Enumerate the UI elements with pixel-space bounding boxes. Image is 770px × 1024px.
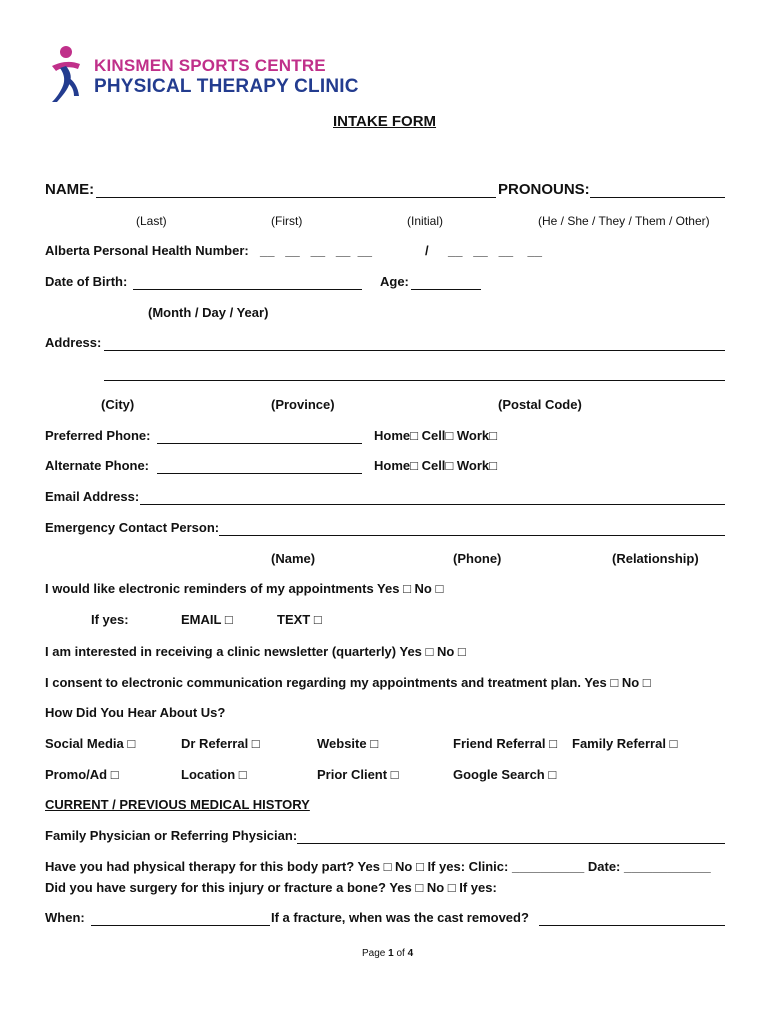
ec-phone-hint: (Phone) — [453, 551, 502, 566]
clinic-logo — [44, 44, 359, 106]
hear-option-friend-referral[interactable]: Friend Referral □ — [453, 736, 557, 751]
alternate-phone-field[interactable] — [157, 473, 362, 474]
health-number-blanks-right[interactable]: __ __ __ __ — [448, 243, 542, 258]
medical-history-heading: CURRENT / PREVIOUS MEDICAL HISTORY — [45, 797, 310, 812]
pronouns-field[interactable] — [590, 197, 725, 198]
hear-option-social-media[interactable]: Social Media □ — [45, 736, 136, 751]
text-option-checkbox[interactable]: TEXT □ — [277, 612, 322, 627]
alternate-phone-label: Alternate Phone: — [45, 458, 150, 473]
hear-option-google-search[interactable]: Google Search □ — [453, 767, 557, 782]
address-line-2[interactable] — [104, 380, 725, 381]
email-field[interactable] — [140, 504, 725, 505]
province-hint: (Province) — [271, 397, 335, 412]
page-current: 1 — [388, 948, 394, 959]
preferred-phone-field[interactable] — [157, 443, 362, 444]
hear-option-location[interactable]: Location □ — [181, 767, 247, 782]
age-label: Age: — [380, 274, 409, 289]
hear-option-website[interactable]: Website □ — [317, 736, 379, 751]
when-field[interactable] — [91, 925, 270, 926]
last-name-hint: (Last) — [136, 214, 167, 228]
age-field[interactable] — [411, 289, 481, 290]
hear-option-dr-referral[interactable]: Dr Referral □ — [181, 736, 260, 751]
health-number-label: Alberta Personal Health Number: — [45, 243, 249, 258]
health-number-slash: / — [425, 243, 429, 258]
city-hint: (City) — [101, 397, 135, 412]
page-of: of — [393, 948, 408, 959]
page-number — [362, 948, 413, 959]
hear-option-prior-client[interactable]: Prior Client □ — [317, 767, 399, 782]
page-prefix: Page — [362, 948, 389, 959]
pronoun-options-hint: (He / She / They / Them / Other) — [538, 214, 710, 228]
first-name-hint: (First) — [271, 214, 303, 228]
health-number-blanks-left[interactable]: __ __ __ __ __ — [260, 243, 373, 258]
physical-therapy-question[interactable]: Have you had physical therapy for this body part? Yes □ No □ If yes: Clinic: __________ Date: ____________ — [45, 859, 711, 874]
preferred-phone-label: Preferred Phone: — [45, 428, 151, 443]
runner-logo-icon — [44, 44, 84, 104]
emergency-contact-field[interactable] — [219, 535, 725, 536]
preferred-phone-type-options[interactable]: Home□ Cell□ Work□ — [374, 428, 498, 443]
postal-code-hint: (Postal Code) — [498, 397, 582, 412]
logo-line2: PHYSICAL THERAPY CLINIC — [94, 76, 359, 97]
name-field[interactable] — [96, 197, 496, 198]
address-line-1[interactable] — [104, 350, 725, 351]
alternate-phone-type-options[interactable]: Home□ Cell□ Work□ — [374, 458, 498, 473]
address-label: Address: — [45, 335, 102, 350]
pronouns-label: PRONOUNS: — [498, 181, 590, 198]
logo-line1: KINSMEN SPORTS CENTRE — [94, 56, 326, 75]
ec-relationship-hint: (Relationship) — [612, 551, 699, 566]
hear-option-family-referral[interactable]: Family Referral □ — [572, 736, 678, 751]
email-label: Email Address: — [45, 489, 140, 504]
emergency-contact-label: Emergency Contact Person: — [45, 520, 220, 535]
consent-question[interactable]: I consent to electronic communication regarding my appointments and treatment plan. Yes □ No □ — [45, 675, 651, 690]
physician-field[interactable] — [297, 843, 725, 844]
surgery-question[interactable]: Did you have surgery for this injury or fracture a bone? Yes □ No □ If yes: — [45, 880, 497, 895]
dob-label: Date of Birth: — [45, 274, 128, 289]
cast-removed-question: If a fracture, when was the cast removed? — [271, 910, 529, 925]
page-total: 4 — [407, 948, 414, 959]
dob-hint: (Month / Day / Year) — [148, 305, 269, 320]
ec-name-hint: (Name) — [271, 551, 316, 566]
page-title: INTAKE FORM — [333, 113, 437, 130]
reminders-question[interactable]: I would like electronic reminders of my appointments Yes □ No □ — [45, 581, 444, 596]
dob-field[interactable] — [133, 289, 362, 290]
newsletter-question[interactable]: I am interested in receiving a clinic newsletter (quarterly) Yes □ No □ — [45, 644, 466, 659]
initial-hint: (Initial) — [407, 214, 444, 228]
hear-option-promo-ad[interactable]: Promo/Ad □ — [45, 767, 119, 782]
name-label: NAME: — [45, 181, 95, 198]
cast-removed-field[interactable] — [539, 925, 725, 926]
physician-label: Family Physician or Referring Physician: — [45, 828, 298, 843]
hear-about-label: How Did You Hear About Us? — [45, 705, 226, 720]
if-yes-label: If yes: — [91, 612, 129, 627]
email-option-checkbox[interactable]: EMAIL □ — [181, 612, 233, 627]
when-label: When: — [45, 910, 85, 925]
